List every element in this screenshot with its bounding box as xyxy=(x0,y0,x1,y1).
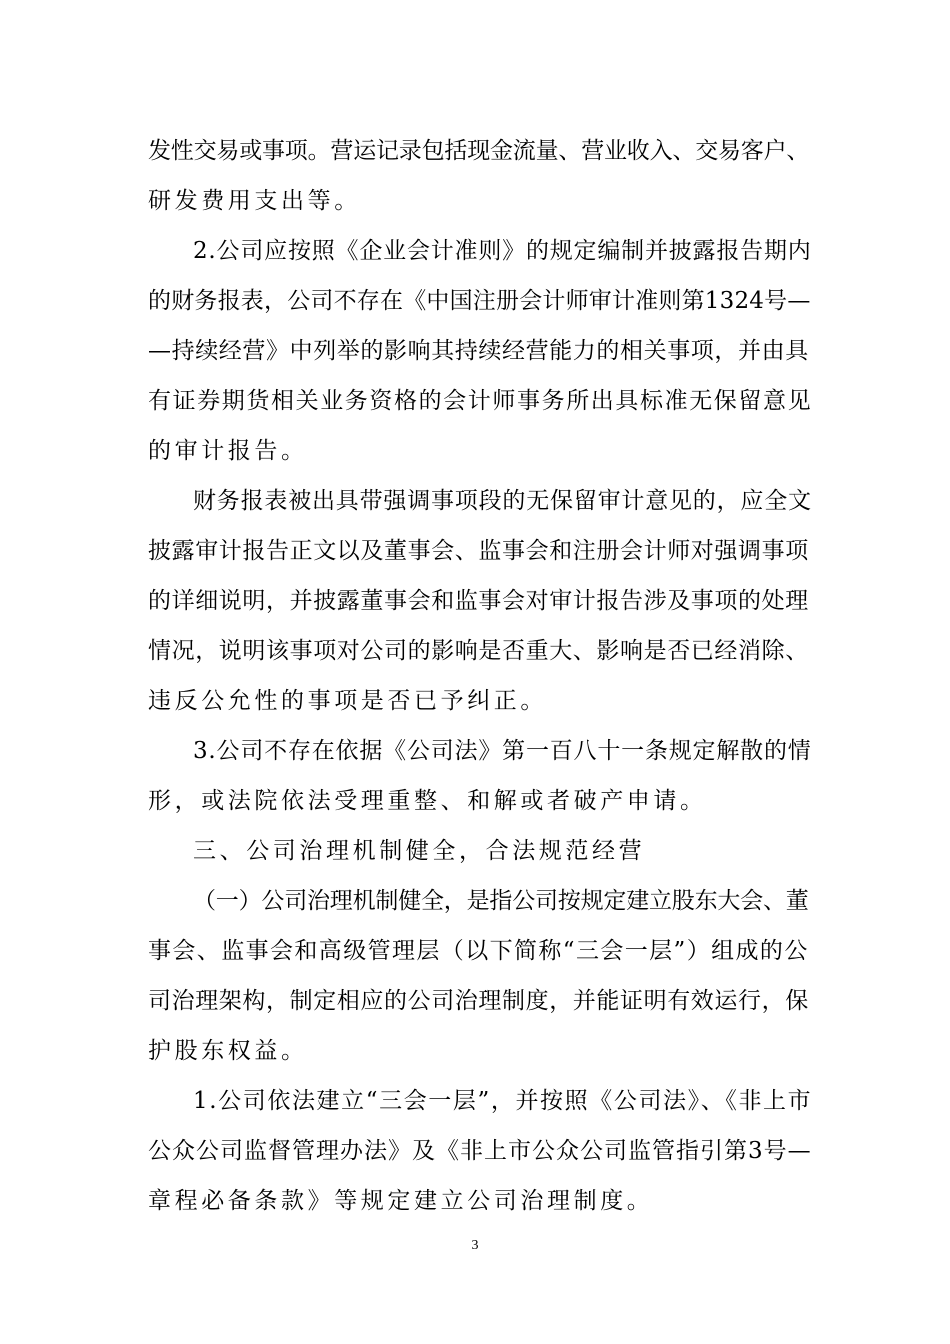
text-line: 形，或法院依法受理重整、和解或者破产申请。 xyxy=(148,788,707,814)
text-line: 的财务报表，公司不存在《中国注册会计师审计准则第1324号— xyxy=(148,288,811,314)
text-line: 司治理架构，制定相应的公司治理制度，并能证明有效运行，保 xyxy=(148,988,809,1014)
text-line: 有证券期货相关业务资格的会计师事务所出具标准无保留意见 xyxy=(148,388,813,414)
text-line: 1.公司依法建立“三会一层”，并按照《公司法》、《非上市 xyxy=(193,1088,813,1114)
page-number: 3 xyxy=(471,1238,479,1253)
text-line: —持续经营》中列举的影响其持续经营能力的相关事项，并由具 xyxy=(148,338,809,364)
text-line: 的详细说明，并披露董事会和监事会对审计报告涉及事项的处理 xyxy=(148,588,809,614)
text-line: 违反公允性的事项是否已予纠正。 xyxy=(148,688,547,714)
text-line: 研发费用支出等。 xyxy=(148,188,361,214)
text-line: 财务报表被出具带强调事项段的无保留审计意见的，应全文 xyxy=(193,488,812,514)
text-line: （一）公司治理机制健全，是指公司按规定建立股东大会、董 xyxy=(193,888,809,914)
section-heading: 三、公司治理机制健全，合法规范经营 xyxy=(193,838,646,864)
text-line: 披露审计报告正文以及董事会、监事会和注册会计师对强调事项 xyxy=(148,538,809,564)
text-line: 章程必备条款》等规定建立公司治理制度。 xyxy=(148,1188,654,1214)
text-line: 发性交易或事项。营运记录包括现金流量、营业收入、交易客户、 xyxy=(148,138,810,164)
text-line: 公众公司监督管理办法》及《非上市公众公司监管指引第3号— xyxy=(148,1138,812,1164)
text-line: 事会、监事会和高级管理层（以下简称“三会一层”）组成的公 xyxy=(148,938,809,964)
text-line: 情况，说明该事项对公司的影响是否重大、影响是否已经消除、 xyxy=(148,638,809,664)
text-line: 的审计报告。 xyxy=(148,438,308,464)
text-line: 护股东权益。 xyxy=(148,1038,308,1064)
text-line: 3.公司不存在依据《公司法》第一百八十一条规定解散的情 xyxy=(193,738,812,764)
text-line: 2.公司应按照《企业会计准则》的规定编制并披露报告期内 xyxy=(193,238,812,264)
